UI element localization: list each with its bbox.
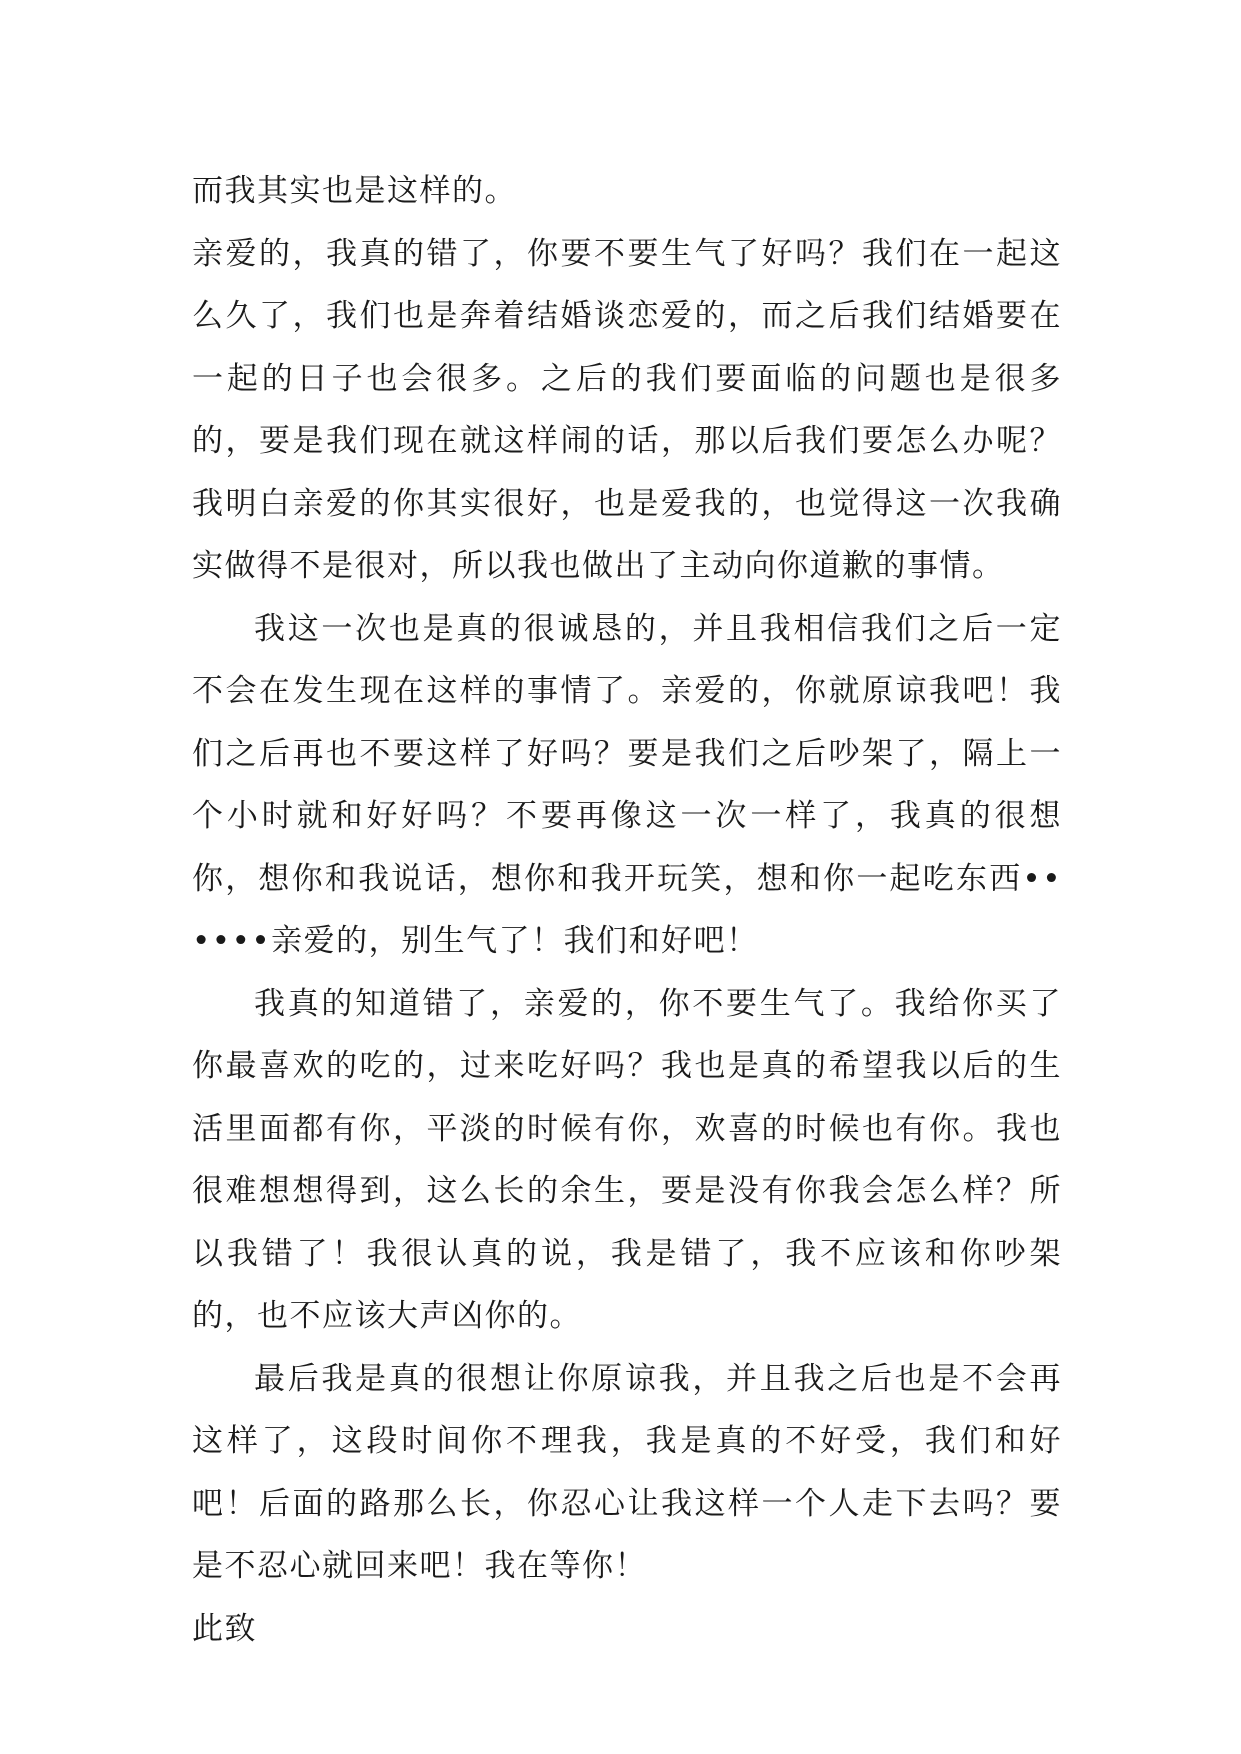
document-body [192,160,1062,1660]
salutation-closing: 此致 [192,1610,257,1647]
paragraph-closing-plea: 最后我是真的很想让你原谅我，并且我之后也是不会再这样了，这段时间你不理我，我是真的不好受，我们和好吧！后面的路那么长，你忍心让我这样一个人走下去吗？要是不忍心就回来吧！我在等你！ [192,1360,1062,1584]
paragraph-admit-mistake: 我真的知道错了，亲爱的，你不要生气了。我给你买了你最喜欢的吃的，过来吃好吗？我也是真的希望我以后的生活里面都有你，平淡的时候有你，欢喜的时候也有你。我也很难想想得到，这么长的余生，要是没有你我会怎么样？所以我错了！我很认真的说，我是错了，我不应该和你吵架的，也不应该大声凶你的。 [192,985,1062,1334]
paragraph-apology-opening: 亲爱的，我真的错了，你要不要生气了好吗？我们在一起这么久了，我们也是奔着结婚谈恋爱的，而之后我们结婚要在一起的日子也会很多。之后的我们要面临的问题也是很多的，要是我们现在就这样闹的话，那以后我们要怎么办呢？我明白亲爱的你其实很好，也是爱我的，也觉得这一次我确实做得不是很对，所以我也做出了主动向你道歉的事情。 [192,235,1062,584]
paragraph-sincere-promise: 我这一次也是真的很诚恳的，并且我相信我们之后一定不会在发生现在这样的事情了。亲爱的，你就原谅我吧！我们之后再也不要这样了好吗？要是我们之后吵架了，隔上一个小时就和好好吗？不要再像这一次一样了，我真的很想你，想你和我说话，想你和我开玩笑，想和你一起吃东西••••••亲爱的，别生气了！我们和好吧！ [192,610,1062,959]
paragraph-continuation: 而我其实也是这样的。 [192,173,517,209]
